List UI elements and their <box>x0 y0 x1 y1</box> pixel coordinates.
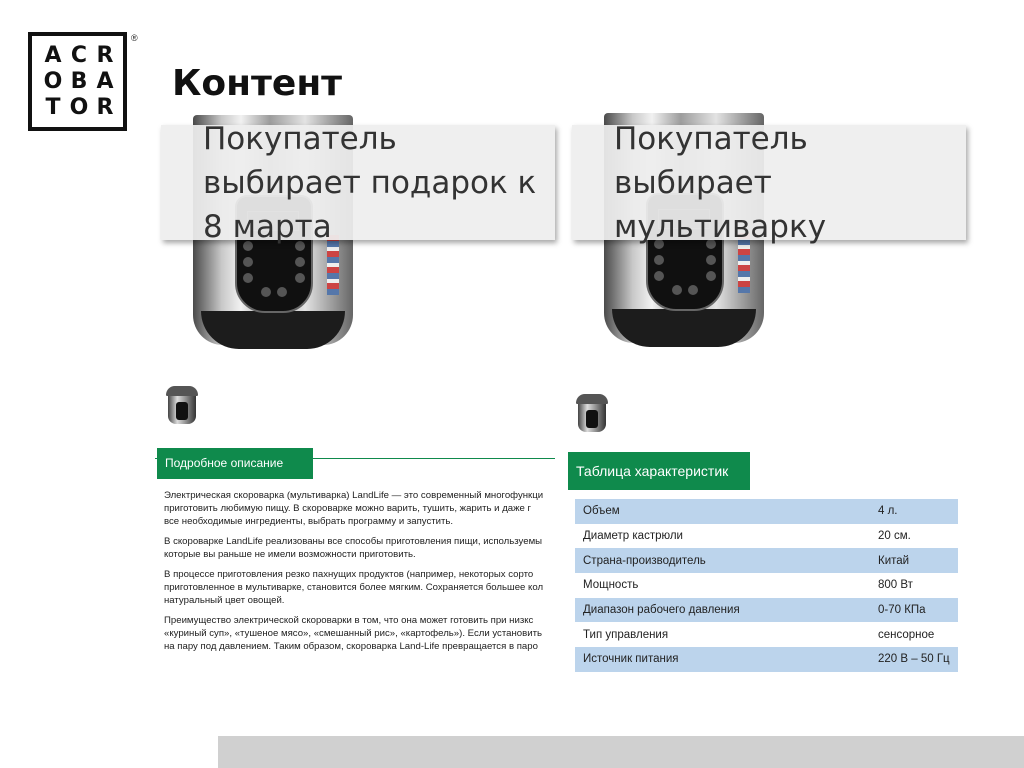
caption-line: выбирает <box>614 165 772 201</box>
description-text <box>164 489 555 679</box>
logo-letter: R <box>96 95 114 120</box>
spec-value: 20 см. <box>878 530 911 543</box>
description-paragraph: Преимущество электрической скороварки в том, что она может готовить при низкс «куриный суп», «тушеное мясо», «смешанный рис», «картофель»). Если установить на пару под давлением. Таким образом, скороварка Land-Life превращается в паро <box>164 615 542 652</box>
logo-letter: A <box>96 69 114 94</box>
spec-name: Тип управления <box>583 628 669 641</box>
page-title: Контент <box>172 63 343 104</box>
table-row <box>575 622 958 647</box>
acrobator-logo <box>28 32 127 131</box>
registered-mark: ® <box>131 33 138 43</box>
table-row <box>575 548 958 573</box>
tab-specifications[interactable]: Таблица характеристик <box>568 452 750 490</box>
spec-value: сенсорное <box>878 628 935 641</box>
spec-name: Страна-производитель <box>583 554 706 567</box>
spec-name: Диаметр кастрюли <box>583 530 683 543</box>
footer-bar <box>218 736 1024 768</box>
caption-line: мультиварку <box>614 209 827 245</box>
table-row <box>575 499 958 524</box>
logo-letter: A <box>44 43 62 68</box>
caption-box <box>572 121 966 245</box>
description-paragraph: В скороварке LandLife реализованы все способы приготовления пищи, используемы которые вы раньше не имели возможности приготовить. <box>164 536 543 560</box>
description-paragraph: Электрическая скороварка (мультиварка) LandLife — это современный многофункци приготовить любимую пищу. В скороварке можно варить, тушить, жарить и даже г все необходимые ингредиенты, выбрать программу и запустить. <box>164 490 544 527</box>
logo-letter: C <box>70 43 88 68</box>
caption-line: Покупатель <box>203 121 397 157</box>
product-thumbnail[interactable] <box>166 386 198 430</box>
product-thumbnail[interactable] <box>576 394 608 438</box>
logo-letter: B <box>70 69 88 94</box>
logo-letter: O <box>43 69 63 94</box>
spec-name: Диапазон рабочего давления <box>583 604 740 617</box>
spec-name: Объем <box>583 505 620 518</box>
caption-line: Покупатель <box>614 121 808 157</box>
spec-value: 800 Вт <box>878 579 913 592</box>
description-paragraph: В процессе приготовления резко пахнущих продуктов (например, некоторых сорто приготовленное в мультиварке, становится более мягким. Сохраняется большее кол натуральный цвет овощей. <box>164 569 544 606</box>
caption-line: выбирает подарок к <box>203 165 537 201</box>
tab-description[interactable]: Подробное описание <box>157 448 313 479</box>
spec-value: 220 В – 50 Гц <box>878 653 950 666</box>
caption-line: 8 марта <box>203 209 332 245</box>
logo-letter: T <box>45 95 61 120</box>
logo-letters <box>40 43 118 121</box>
spec-value: 0-70 КПа <box>878 604 926 617</box>
spec-value: Китай <box>878 554 910 567</box>
table-row <box>575 524 958 549</box>
table-row <box>575 647 958 672</box>
specifications-table <box>575 499 958 672</box>
caption-text <box>614 117 964 249</box>
spec-name: Мощность <box>583 579 639 592</box>
table-row <box>575 598 958 623</box>
table-row <box>575 573 958 598</box>
spec-name: Источник питания <box>583 653 679 666</box>
caption-box <box>161 121 555 245</box>
logo-letter: R <box>96 43 114 68</box>
spec-value: 4 л. <box>878 505 898 518</box>
caption-text <box>203 117 553 249</box>
logo-letter: O <box>69 95 89 120</box>
